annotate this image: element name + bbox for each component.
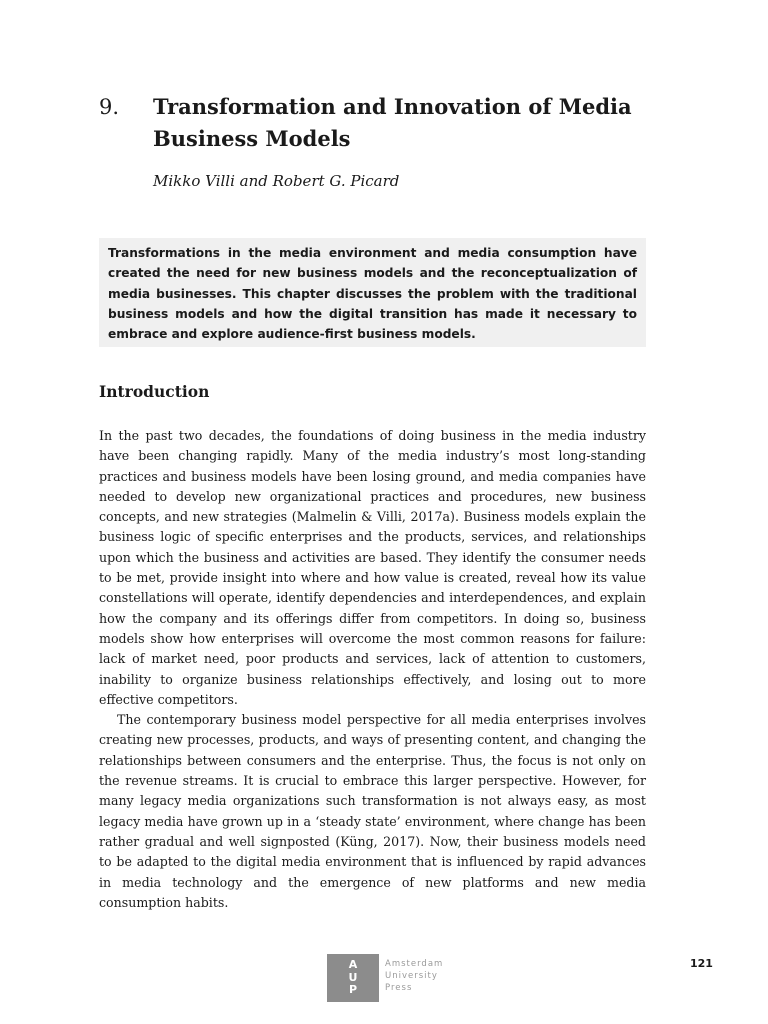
logo-letter-u: U <box>348 970 358 984</box>
abstract-box <box>99 238 646 347</box>
body-paragraph-2: The contemporary business model perspective for all media enterprises involves creating new processes, products, and ways of presenting content, and changing the relationships between consumers and the enterprise. Thus, the focus is not only on the revenue streams. It is crucial to embrace this larger perspective. However, for many legacy media organizations such transformation is not always easy, as most legacy media have grown up in a ‘steady state’ environment, where change has been rather gradual and well signposted (Küng, 2017). Now, their business models need to be adapted to the digital media environment that is influenced by rapid advances in media technology and the emergence of new platforms and new media consumption habits. <box>99 712 646 910</box>
body-paragraph-1: In the past two decades, the foundations of doing business in the media industry have been changing rapidly. Many of the media industry’s most long-standing practices and business models have been losing ground, and media companies have needed to develop new organizational practices and procedures, new business concepts, and new strategies (Malmelin & Villi, 2017a). Business models explain the business logic of specific enterprises and the products, services, and relationships upon which the business and activities are based. They identify the consumer needs to be met, provide insight into where and how value is created, reveal how its value constellations will operate, identify dependencies and interdependences, and explain how the company and its offerings differ from competitors. In doing so, business models show how enterprises will overcome the most common reasons for failure: lack of market need, poor products and services, lack of attention to customers, inability to organize business relationships effectively, and losing out to more effective competitors. <box>99 428 646 707</box>
page-number: 121 <box>690 957 713 970</box>
logo-text <box>385 958 465 994</box>
logo-mark <box>327 954 379 1002</box>
logo-letter-a: A <box>348 958 358 972</box>
section-heading: Introduction <box>99 382 210 401</box>
abstract-text: Transformations in the media environment and media consumption have created the need for new business models and the reconceptualization of media businesses. This chapter discusses the problem with the traditional business models and how the digital transition has made it necessary to embrace and explore audience-first business models. <box>108 246 637 342</box>
logo-line-3: Press <box>385 983 413 993</box>
chapter-number: 9. <box>99 95 120 119</box>
chapter-title: Transformation and Innovation of Media Business Models <box>153 94 632 151</box>
logo-line-1: Amsterdam <box>385 959 444 969</box>
logo-letter-p: P <box>348 983 358 997</box>
logo-line-2: University <box>385 971 438 981</box>
body-text <box>99 426 646 913</box>
chapter-authors: Mikko Villi and Robert G. Picard <box>153 172 400 190</box>
